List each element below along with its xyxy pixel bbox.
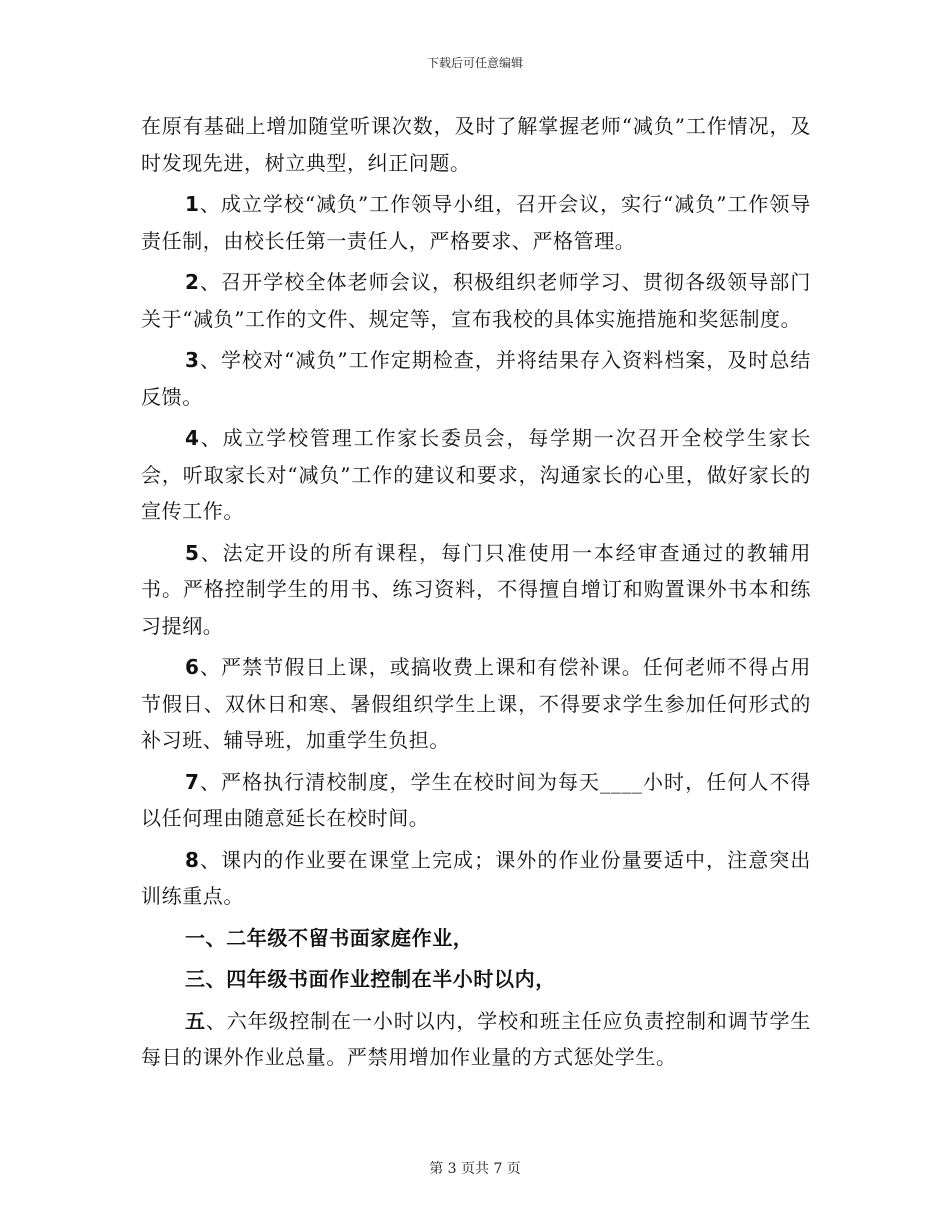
- paragraph-item-2: [141, 264, 811, 337]
- paragraph-item-6: [141, 649, 811, 759]
- item-number: 5: [185, 540, 200, 565]
- paragraph-grade-1-2: 一、二年级不留书面家庭作业，: [185, 925, 474, 950]
- item-number: 4: [185, 426, 200, 450]
- item-lead: 五: [185, 1008, 206, 1033]
- item-number: 7: [185, 769, 200, 794]
- item-text: 、六年级控制在一小时以内，学校和班主任应负责控制和调节学生每日的课外作业总量。严禁用增加作业量的方式惩处学生。: [141, 1008, 811, 1069]
- paragraph-item-4: [141, 420, 811, 530]
- item-number: 2: [185, 270, 200, 294]
- paragraph-item-1: [141, 186, 811, 259]
- item-text: 、召开学校全体老师会议，积极组织老师学习、贯彻各级领导部门关于“减负”工作的文件、规定等，宣布我校的具体实施措施和奖惩制度。: [141, 270, 811, 331]
- item-text: 、法定开设的所有课程，每门只准使用一本经审查通过的教辅用书。严格控制学生的用书、练习资料，不得擅自增订和购置课外书本和练习提纲。: [141, 540, 811, 638]
- paragraph-grade-3-4: 三、四年级书面作业控制在半小时以内，: [185, 967, 556, 991]
- paragraph-item-8: [141, 842, 811, 915]
- paragraph-intro: 在原有基础上增加随堂听课次数，及时了解掌握老师“减负”工作情况，及时发现先进，树立典型，纠正问题。: [141, 114, 811, 175]
- paragraph-item-3: [141, 342, 811, 415]
- item-text: 、成立学校“减负”工作领导小组，召开会议，实行“减负”工作领导责任制，由校长任第一责任人，严格要求、严格管理。: [141, 192, 811, 253]
- document-body: [141, 108, 811, 1081]
- paragraph-item-5: [141, 535, 811, 645]
- item-text: 、学校对“减负”工作定期检查，并将结果存入资料档案，及时总结反馈。: [141, 348, 811, 409]
- paragraph-grade-5-6: [141, 1003, 811, 1076]
- item-number: 6: [185, 655, 200, 679]
- item-text: 、课内的作业要在课堂上完成；课外的作业份量要适中，注意突出训练重点。: [141, 847, 811, 908]
- page-footer: 第 3 页共 7 页: [429, 1161, 521, 1177]
- item-number: 3: [185, 348, 200, 372]
- page-header: 下载后可任意编辑: [426, 56, 523, 70]
- item-text: 、严格执行清校制度，学生在校时间为每天____小时，任何人不得以任何理由随意延长在校时间。: [141, 769, 811, 830]
- item-number: 8: [185, 847, 200, 872]
- item-number: 1: [185, 192, 200, 216]
- paragraph-item-7: [141, 764, 811, 837]
- item-text: 、严禁节假日上课，或搞收费上课和有偿补课。任何老师不得占用节假日、双休日和寒、暑假组织学生上课，不得要求学生参加任何形式的补习班、辅导班，加重学生负担。: [141, 655, 811, 752]
- item-text: 、成立学校管理工作家长委员会，每学期一次召开全校学生家长会，听取家长对“减负”工作的建议和要求，沟通家长的心里，做好家长的宣传工作。: [141, 426, 811, 523]
